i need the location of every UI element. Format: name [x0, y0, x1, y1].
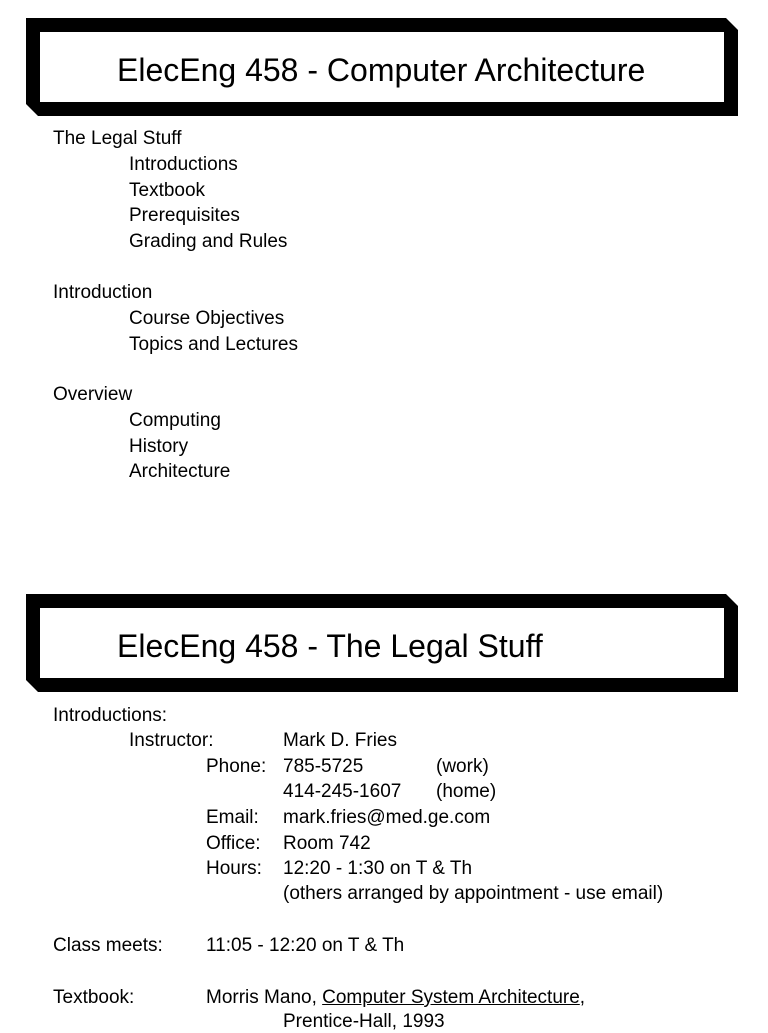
outline-item-grading: Grading and Rules [129, 231, 288, 252]
hours-label: Hours: [206, 858, 262, 879]
outline-item-course-objectives: Course Objectives [129, 308, 285, 329]
section-heading-introduction: Introduction [53, 282, 153, 303]
section-heading-legal-stuff: The Legal Stuff [53, 128, 182, 149]
email-address: mark.fries@med.ge.com [283, 807, 491, 828]
email-label: Email: [206, 807, 259, 828]
textbook-label: Textbook: [53, 987, 135, 1008]
class-meets-label: Class meets: [53, 935, 163, 956]
instructor-label: Instructor: [129, 730, 214, 751]
outline-item-prerequisites: Prerequisites [129, 205, 240, 226]
textbook-title: Computer System Architecture [322, 987, 580, 1008]
outline-item-topics-lectures: Topics and Lectures [129, 334, 298, 355]
office-room: Room 742 [283, 833, 371, 854]
textbook-citation [206, 987, 585, 1009]
textbook-publisher: Prentice-Hall, 1993 [283, 1011, 445, 1032]
outline-item-architecture: Architecture [129, 461, 231, 482]
slide2-title: ElecEng 458 - The Legal Stuff [117, 628, 543, 664]
phone-work-number: 785-5725 [283, 756, 364, 777]
instructor-name: Mark D. Fries [283, 730, 397, 751]
class-meets-value: 11:05 - 12:20 on T & Th [206, 935, 405, 956]
outline-item-textbook: Textbook [129, 180, 206, 201]
section-heading-overview: Overview [53, 384, 133, 405]
phone-home-tag: (home) [436, 781, 497, 802]
slide1-title-frame [26, 18, 738, 116]
hours-value: 12:20 - 1:30 on T & Th [283, 858, 473, 879]
phone-label: Phone: [206, 756, 267, 777]
outline-item-computing: Computing [129, 410, 221, 431]
outline-item-history: History [129, 436, 189, 457]
introductions-heading: Introductions: [53, 705, 168, 726]
textbook-title-comma: , [579, 987, 586, 1008]
phone-work-tag: (work) [436, 756, 489, 777]
slide1-title: ElecEng 458 - Computer Architecture [117, 52, 646, 88]
outline-item-introductions: Introductions [129, 154, 238, 175]
textbook-author: Morris Mano, [206, 987, 323, 1008]
phone-home-number: 414-245-1607 [283, 781, 402, 802]
slide2-title-frame [26, 594, 738, 692]
office-label: Office: [206, 833, 261, 854]
hours-note: (others arranged by appointment - use email) [283, 883, 664, 904]
